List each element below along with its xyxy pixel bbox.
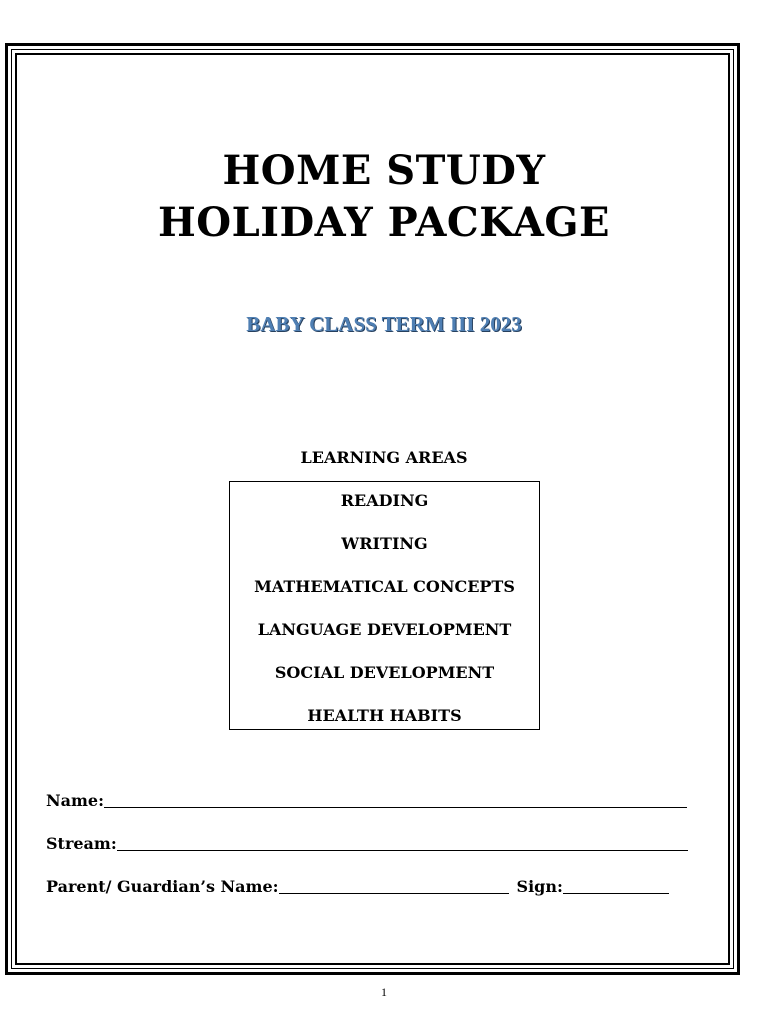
class-term-subtitle: BABY CLASS TERM III 2023	[246, 312, 522, 336]
document-title	[0, 145, 768, 249]
learning-areas-heading: LEARNING AREAS	[300, 448, 468, 467]
learning-area-item: LANGUAGE DEVELOPMENT	[257, 620, 512, 639]
parent-guardian-blank-line	[279, 879, 509, 894]
learning-area-item: WRITING	[341, 534, 428, 553]
parent-guardian-name-label: Parent/ Guardian’s Name:	[46, 877, 279, 896]
sign-blank-line	[563, 879, 669, 894]
learning-area-item: MATHEMATICAL CONCEPTS	[254, 577, 515, 596]
learning-area-item: READING	[340, 491, 429, 510]
learning-areas-box	[229, 481, 540, 730]
name-blank-line	[104, 793, 687, 808]
page-number: 1	[381, 985, 387, 999]
parent-field-row	[46, 877, 669, 896]
sign-label: Sign:	[516, 877, 563, 896]
learning-areas-list	[230, 482, 539, 748]
name-field-row	[46, 791, 687, 810]
stream-label: Stream:	[46, 834, 117, 853]
stream-blank-line	[117, 836, 688, 851]
title-line-2: HOLIDAY PACKAGE	[157, 199, 611, 246]
stream-field-row	[46, 834, 688, 853]
learning-area-item: HEALTH HABITS	[307, 706, 462, 725]
learning-area-item: SOCIAL DEVELOPMENT	[274, 663, 495, 682]
name-label: Name:	[46, 791, 105, 810]
title-line-1: HOME STUDY	[222, 147, 546, 194]
